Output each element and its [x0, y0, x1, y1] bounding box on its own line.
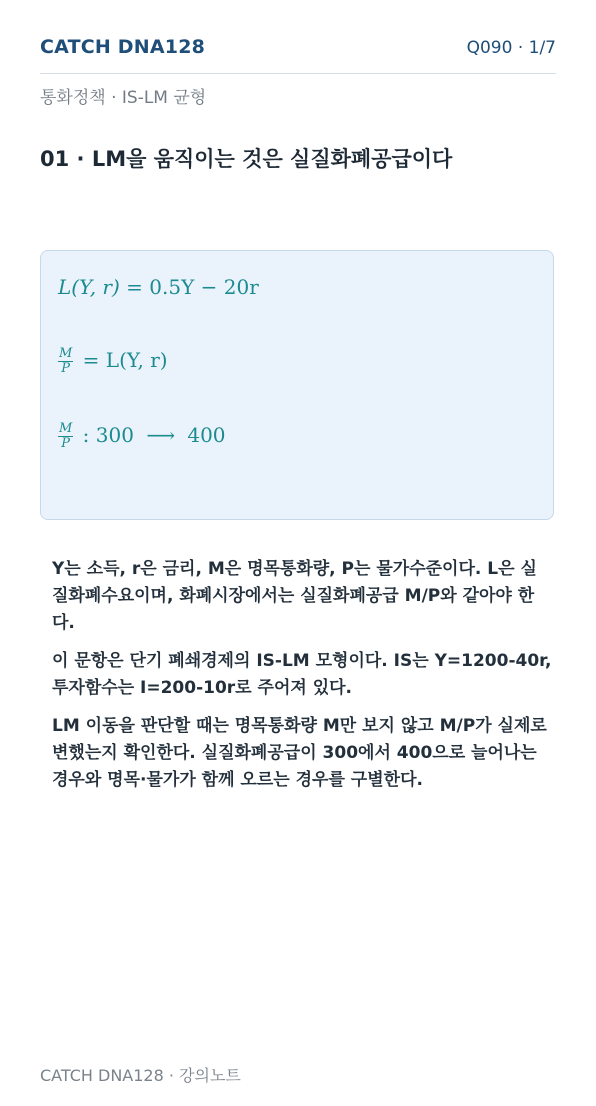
paragraph-lm-shift: LM 이동을 판단할 때는 명목통화량 M만 보지 않고 M/P가 실제로 변했는지 확인한다. 실질화폐공급이 300에서 400으로 늘어나는 경우와 명목·물가가 함께 오르는 경우를 구별한다.	[52, 716, 547, 790]
arrow-right-icon: ⟶	[146, 423, 175, 447]
topic-breadcrumb: 통화정책 · IS-LM 균형	[40, 88, 207, 108]
eq3-from-value: : 300	[82, 423, 134, 447]
eq3-to-value: 400	[187, 423, 226, 447]
equation-real-money-change	[58, 423, 226, 450]
eq2-rhs: = L(Y, r)	[82, 348, 168, 372]
equation-money-market	[58, 348, 168, 375]
real-money-fraction	[58, 348, 73, 375]
real-money-fraction	[58, 423, 73, 450]
fraction-denominator: P	[61, 361, 71, 376]
fraction-numerator: M	[59, 421, 73, 436]
paragraph-definitions: Y는 소득, r은 금리, M은 명목통화량, P는 물가수준이다. L은 실질화폐수요이며, 화폐시장에서는 실질화폐공급 M/P와 같아야 한다.	[52, 559, 537, 633]
equation-money-demand	[58, 275, 259, 299]
page-header	[40, 36, 556, 74]
section-title: 01 · LM을 움직이는 것은 실질화폐공급이다	[40, 147, 453, 171]
fraction-denominator: P	[61, 436, 71, 451]
paragraph-model: 이 문항은 단기 폐쇄경제의 IS-LM 모형이다. IS는 Y=1200-40r, 투자함수는 I=200-10r로 주어져 있다.	[52, 651, 552, 698]
brand-title: CATCH DNA128	[40, 36, 206, 58]
explanation-text	[52, 556, 552, 805]
page-footer: CATCH DNA128 · 강의노트	[40, 1066, 241, 1085]
question-counter: Q090 · 1/7	[466, 38, 556, 58]
equation-box	[40, 250, 554, 520]
fraction-numerator: M	[59, 346, 73, 361]
eq1-rhs: = 0.5Y − 20r	[126, 275, 259, 299]
eq1-lhs: L(Y, r)	[58, 275, 120, 299]
